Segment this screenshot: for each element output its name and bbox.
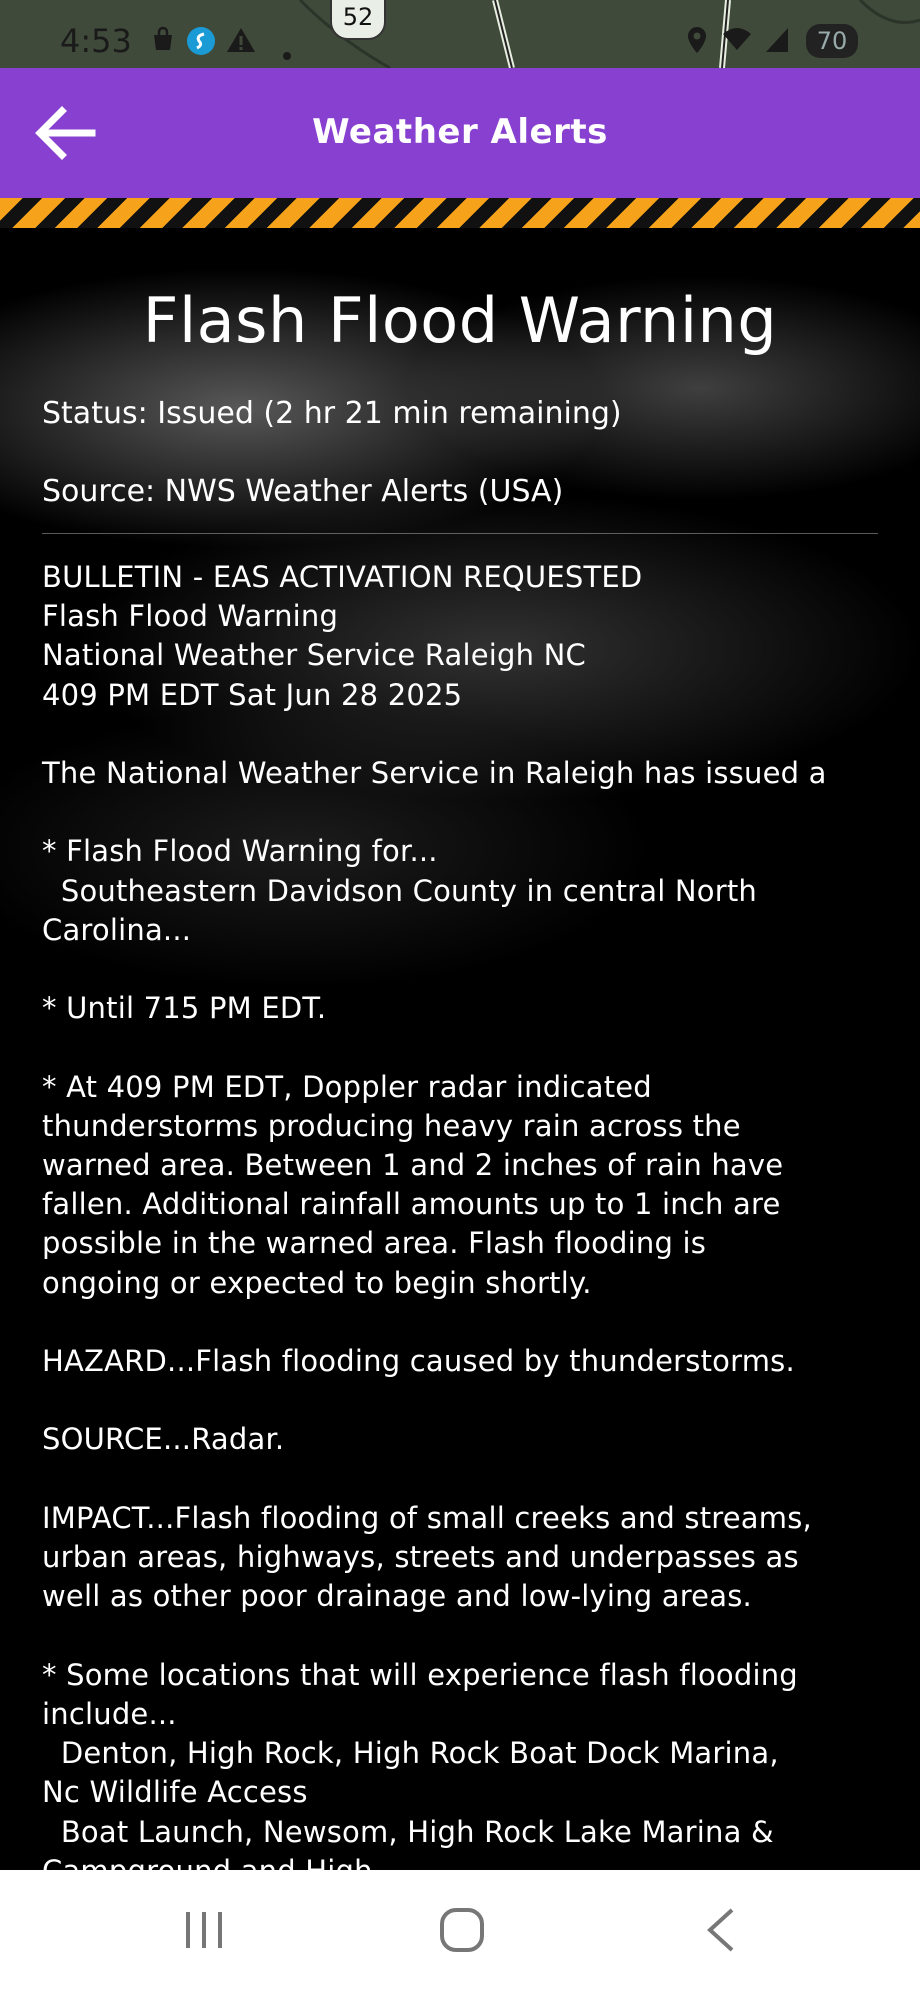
back-icon xyxy=(700,1906,740,1954)
recent-apps-button[interactable] xyxy=(180,1906,228,1958)
bulletin-line: 409 PM EDT Sat Jun 28 2025 xyxy=(42,677,463,712)
location-icon xyxy=(686,26,708,61)
alert-status: Status: Issued (2 hr 21 min remaining) xyxy=(42,396,622,431)
status-time: 4:53 xyxy=(60,22,132,60)
home-icon xyxy=(438,1906,486,1954)
divider xyxy=(42,533,878,534)
bulletin-line: ongoing or expected to begin shortly. xyxy=(42,1265,592,1300)
alert-source: Source: NWS Weather Alerts (USA) xyxy=(42,474,564,509)
bulletin-line: Boat Launch, Newsom, High Rock Lake Marina & xyxy=(42,1814,774,1849)
bulletin-line: Carolina... xyxy=(42,912,192,947)
bulletin-line: The National Weather Service in Raleigh has issued a xyxy=(42,756,827,791)
bulletin-line: * At 409 PM EDT, Doppler radar indicated xyxy=(42,1069,652,1104)
bulletin-line: SOURCE...Radar. xyxy=(42,1422,285,1457)
shazam-icon xyxy=(186,26,216,63)
bulletin-line: fallen. Additional rainfall amounts up to 1 inch are xyxy=(42,1187,781,1222)
bulletin-line: IMPACT...Flash flooding of small creeks and streams, xyxy=(42,1500,812,1535)
bulletin-line: well as other poor drainage and low-lying areas. xyxy=(42,1579,752,1614)
home-button[interactable] xyxy=(438,1906,486,1958)
dot-icon xyxy=(282,38,292,68)
bulletin-line: National Weather Service Raleigh NC xyxy=(42,638,586,673)
bag-icon xyxy=(150,26,176,59)
hazard-stripe xyxy=(0,198,920,228)
bulletin-line: HAZARD...Flash flooding caused by thunderstorms. xyxy=(42,1344,795,1379)
bulletin-line: * Flash Flood Warning for... xyxy=(42,834,438,869)
app-header xyxy=(0,68,920,198)
status-bar xyxy=(0,0,920,68)
bulletin-line: * Until 715 PM EDT. xyxy=(42,991,327,1026)
recent-apps-icon xyxy=(180,1906,228,1954)
signal-icon xyxy=(764,26,790,61)
bulletin-line: BULLETIN - EAS ACTIVATION REQUESTED xyxy=(42,560,643,594)
wifi-icon xyxy=(722,26,752,59)
bulletin-line: Southeastern Davidson County in central North xyxy=(42,873,758,908)
alert-bulletin-text xyxy=(42,558,902,1891)
warning-icon xyxy=(226,26,256,61)
alert-content[interactable] xyxy=(0,228,920,1870)
route-shield: 52 xyxy=(330,0,386,40)
battery-icon: 70 xyxy=(806,24,858,58)
bulletin-line: thunderstorms producing heavy rain across the xyxy=(42,1108,741,1143)
bulletin-line: Flash Flood Warning xyxy=(42,599,339,634)
bulletin-line: warned area. Between 1 and 2 inches of rain have xyxy=(42,1148,784,1183)
alert-title: Flash Flood Warning xyxy=(142,284,778,357)
bulletin-line: Nc Wildlife Access xyxy=(42,1775,308,1810)
bulletin-line: * Some locations that will experience flash flooding xyxy=(42,1657,798,1692)
bulletin-line: Denton, High Rock, High Rock Boat Dock Marina, xyxy=(42,1736,779,1771)
bulletin-line: urban areas, highways, streets and underpasses as xyxy=(42,1540,799,1575)
bulletin-line: include... xyxy=(42,1696,177,1731)
page-title: Weather Alerts xyxy=(312,112,608,152)
navigation-bar xyxy=(0,1870,920,1993)
nav-back-button[interactable] xyxy=(700,1906,740,1958)
bulletin-line: possible in the warned area. Flash flooding is xyxy=(42,1226,707,1261)
